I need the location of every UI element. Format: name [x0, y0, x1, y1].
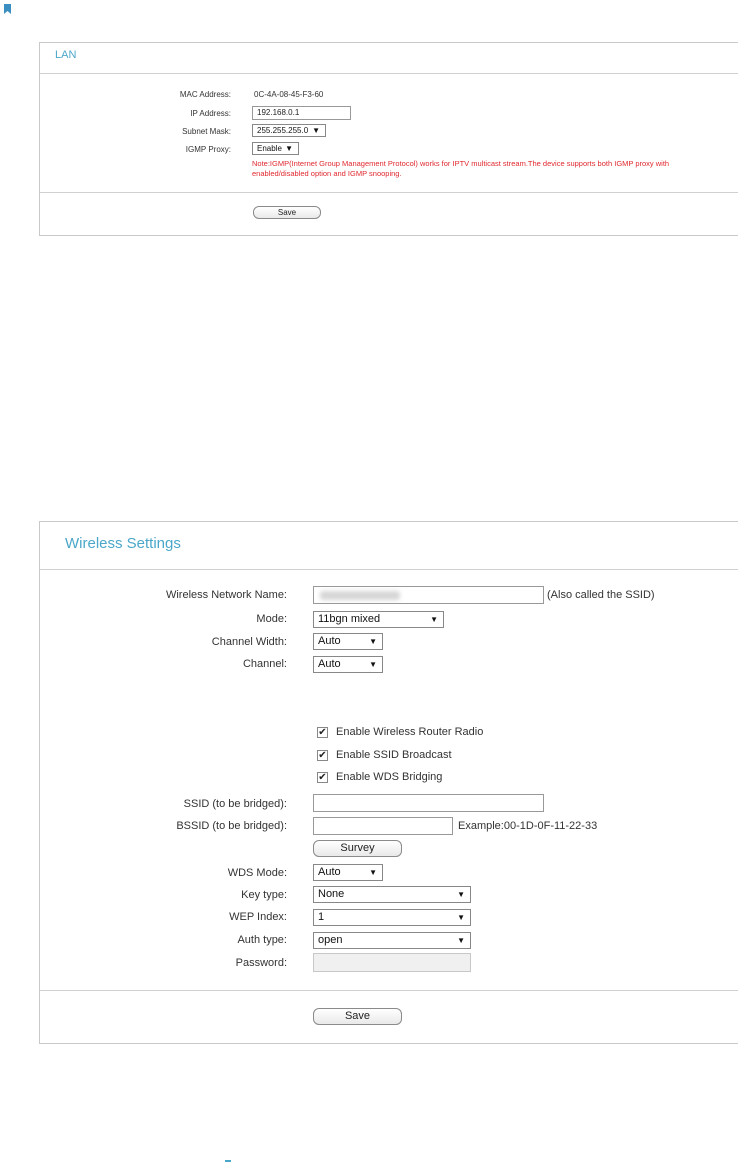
ssid-hint: (Also called the SSID) — [547, 589, 655, 601]
network-name-label: Wireless Network Name: — [165, 589, 287, 601]
survey-button[interactable]: Survey — [313, 840, 402, 857]
bssid-example: Example:00-1D-0F-11-22-33 — [458, 820, 598, 832]
wireless-footer-divider — [40, 990, 738, 991]
mac-address-label: MAC Address: — [179, 90, 231, 99]
network-name-input[interactable] — [313, 586, 544, 604]
channel-select[interactable] — [313, 656, 383, 673]
key-type-label: Key type: — [241, 889, 287, 901]
ssid-broadcast-checkbox[interactable] — [317, 750, 328, 761]
password-input[interactable] — [313, 953, 471, 972]
igmp-proxy-value: Enable — [257, 144, 282, 153]
mode-label: Mode: — [256, 613, 287, 625]
radio-checkbox-label: Enable Wireless Router Radio — [336, 726, 484, 738]
chevron-down-icon: ▼ — [369, 868, 377, 877]
bssid-bridged-label: BSSID (to be bridged): — [176, 820, 287, 832]
radio-checkbox[interactable] — [317, 727, 328, 738]
chevron-down-icon: ▼ — [312, 126, 320, 135]
lan-footer-divider — [40, 192, 738, 193]
ip-address-input[interactable]: 192.168.0.1 — [252, 106, 351, 120]
channel-value: Auto — [318, 658, 341, 670]
chevron-down-icon: ▼ — [430, 615, 438, 624]
page-marker — [225, 1160, 231, 1162]
mode-value: 11bgn mixed — [318, 613, 381, 625]
channel-width-select[interactable] — [313, 633, 383, 650]
channel-width-value: Auto — [318, 635, 341, 647]
checkmark-icon: ✔ — [318, 750, 327, 761]
checkmark-icon: ✔ — [318, 772, 327, 783]
redacted-ssid — [320, 591, 400, 600]
wds-mode-label: WDS Mode: — [227, 867, 287, 879]
igmp-proxy-label: IGMP Proxy: — [185, 145, 231, 154]
wds-mode-value: Auto — [318, 866, 341, 878]
igmp-note: Note:IGMP(Internet Group Management Protocol) works for IPTV multicast stream.The device supports both IGMP proxy with enabled/disabled option and IGMP snooping. — [252, 159, 670, 178]
channel-width-label: Channel Width: — [211, 636, 287, 648]
chevron-down-icon: ▼ — [285, 144, 293, 153]
wds-bridging-label: Enable WDS Bridging — [336, 771, 443, 783]
lan-title: LAN — [55, 49, 77, 61]
subnet-mask-value: 255.255.255.0 — [257, 126, 309, 135]
wep-index-value: 1 — [318, 911, 325, 923]
bssid-bridged-input[interactable] — [313, 817, 453, 835]
key-type-select[interactable] — [313, 886, 471, 903]
lan-title-divider — [40, 73, 738, 74]
lan-panel — [39, 42, 738, 236]
auth-type-label: Auth type: — [237, 934, 287, 946]
key-type-value: None — [318, 888, 345, 900]
auth-type-value: open — [318, 934, 343, 946]
chevron-down-icon: ▼ — [457, 890, 465, 899]
checkmark-icon: ✔ — [318, 727, 327, 738]
ssid-broadcast-label: Enable SSID Broadcast — [336, 749, 452, 761]
subnet-mask-label: Subnet Mask: — [182, 127, 231, 136]
chevron-down-icon: ▼ — [457, 936, 465, 945]
chevron-down-icon: ▼ — [369, 637, 377, 646]
wep-index-label: WEP Index: — [229, 911, 287, 923]
bookmark-icon — [4, 4, 11, 14]
auth-type-select[interactable] — [313, 932, 471, 949]
wep-index-select[interactable] — [313, 909, 471, 926]
password-label: Password: — [235, 957, 287, 969]
mac-address-value: 0C-4A-08-45-F3-60 — [254, 90, 324, 99]
wds-mode-select[interactable] — [313, 864, 383, 881]
igmp-proxy-select[interactable] — [252, 142, 299, 155]
ssid-bridged-input[interactable] — [313, 794, 544, 812]
mode-select[interactable] — [313, 611, 444, 628]
chevron-down-icon: ▼ — [369, 660, 377, 669]
subnet-mask-select[interactable] — [252, 124, 326, 137]
channel-label: Channel: — [242, 658, 287, 670]
wireless-title-divider — [40, 569, 738, 570]
wireless-panel — [39, 521, 738, 1044]
ssid-bridged-label: SSID (to be bridged): — [183, 798, 287, 810]
ip-address-label: IP Address: — [190, 109, 231, 118]
lan-save-button[interactable]: Save — [253, 206, 321, 219]
wireless-title: Wireless Settings — [65, 535, 181, 552]
wds-bridging-checkbox[interactable] — [317, 772, 328, 783]
chevron-down-icon: ▼ — [457, 913, 465, 922]
wireless-save-button[interactable]: Save — [313, 1008, 402, 1025]
